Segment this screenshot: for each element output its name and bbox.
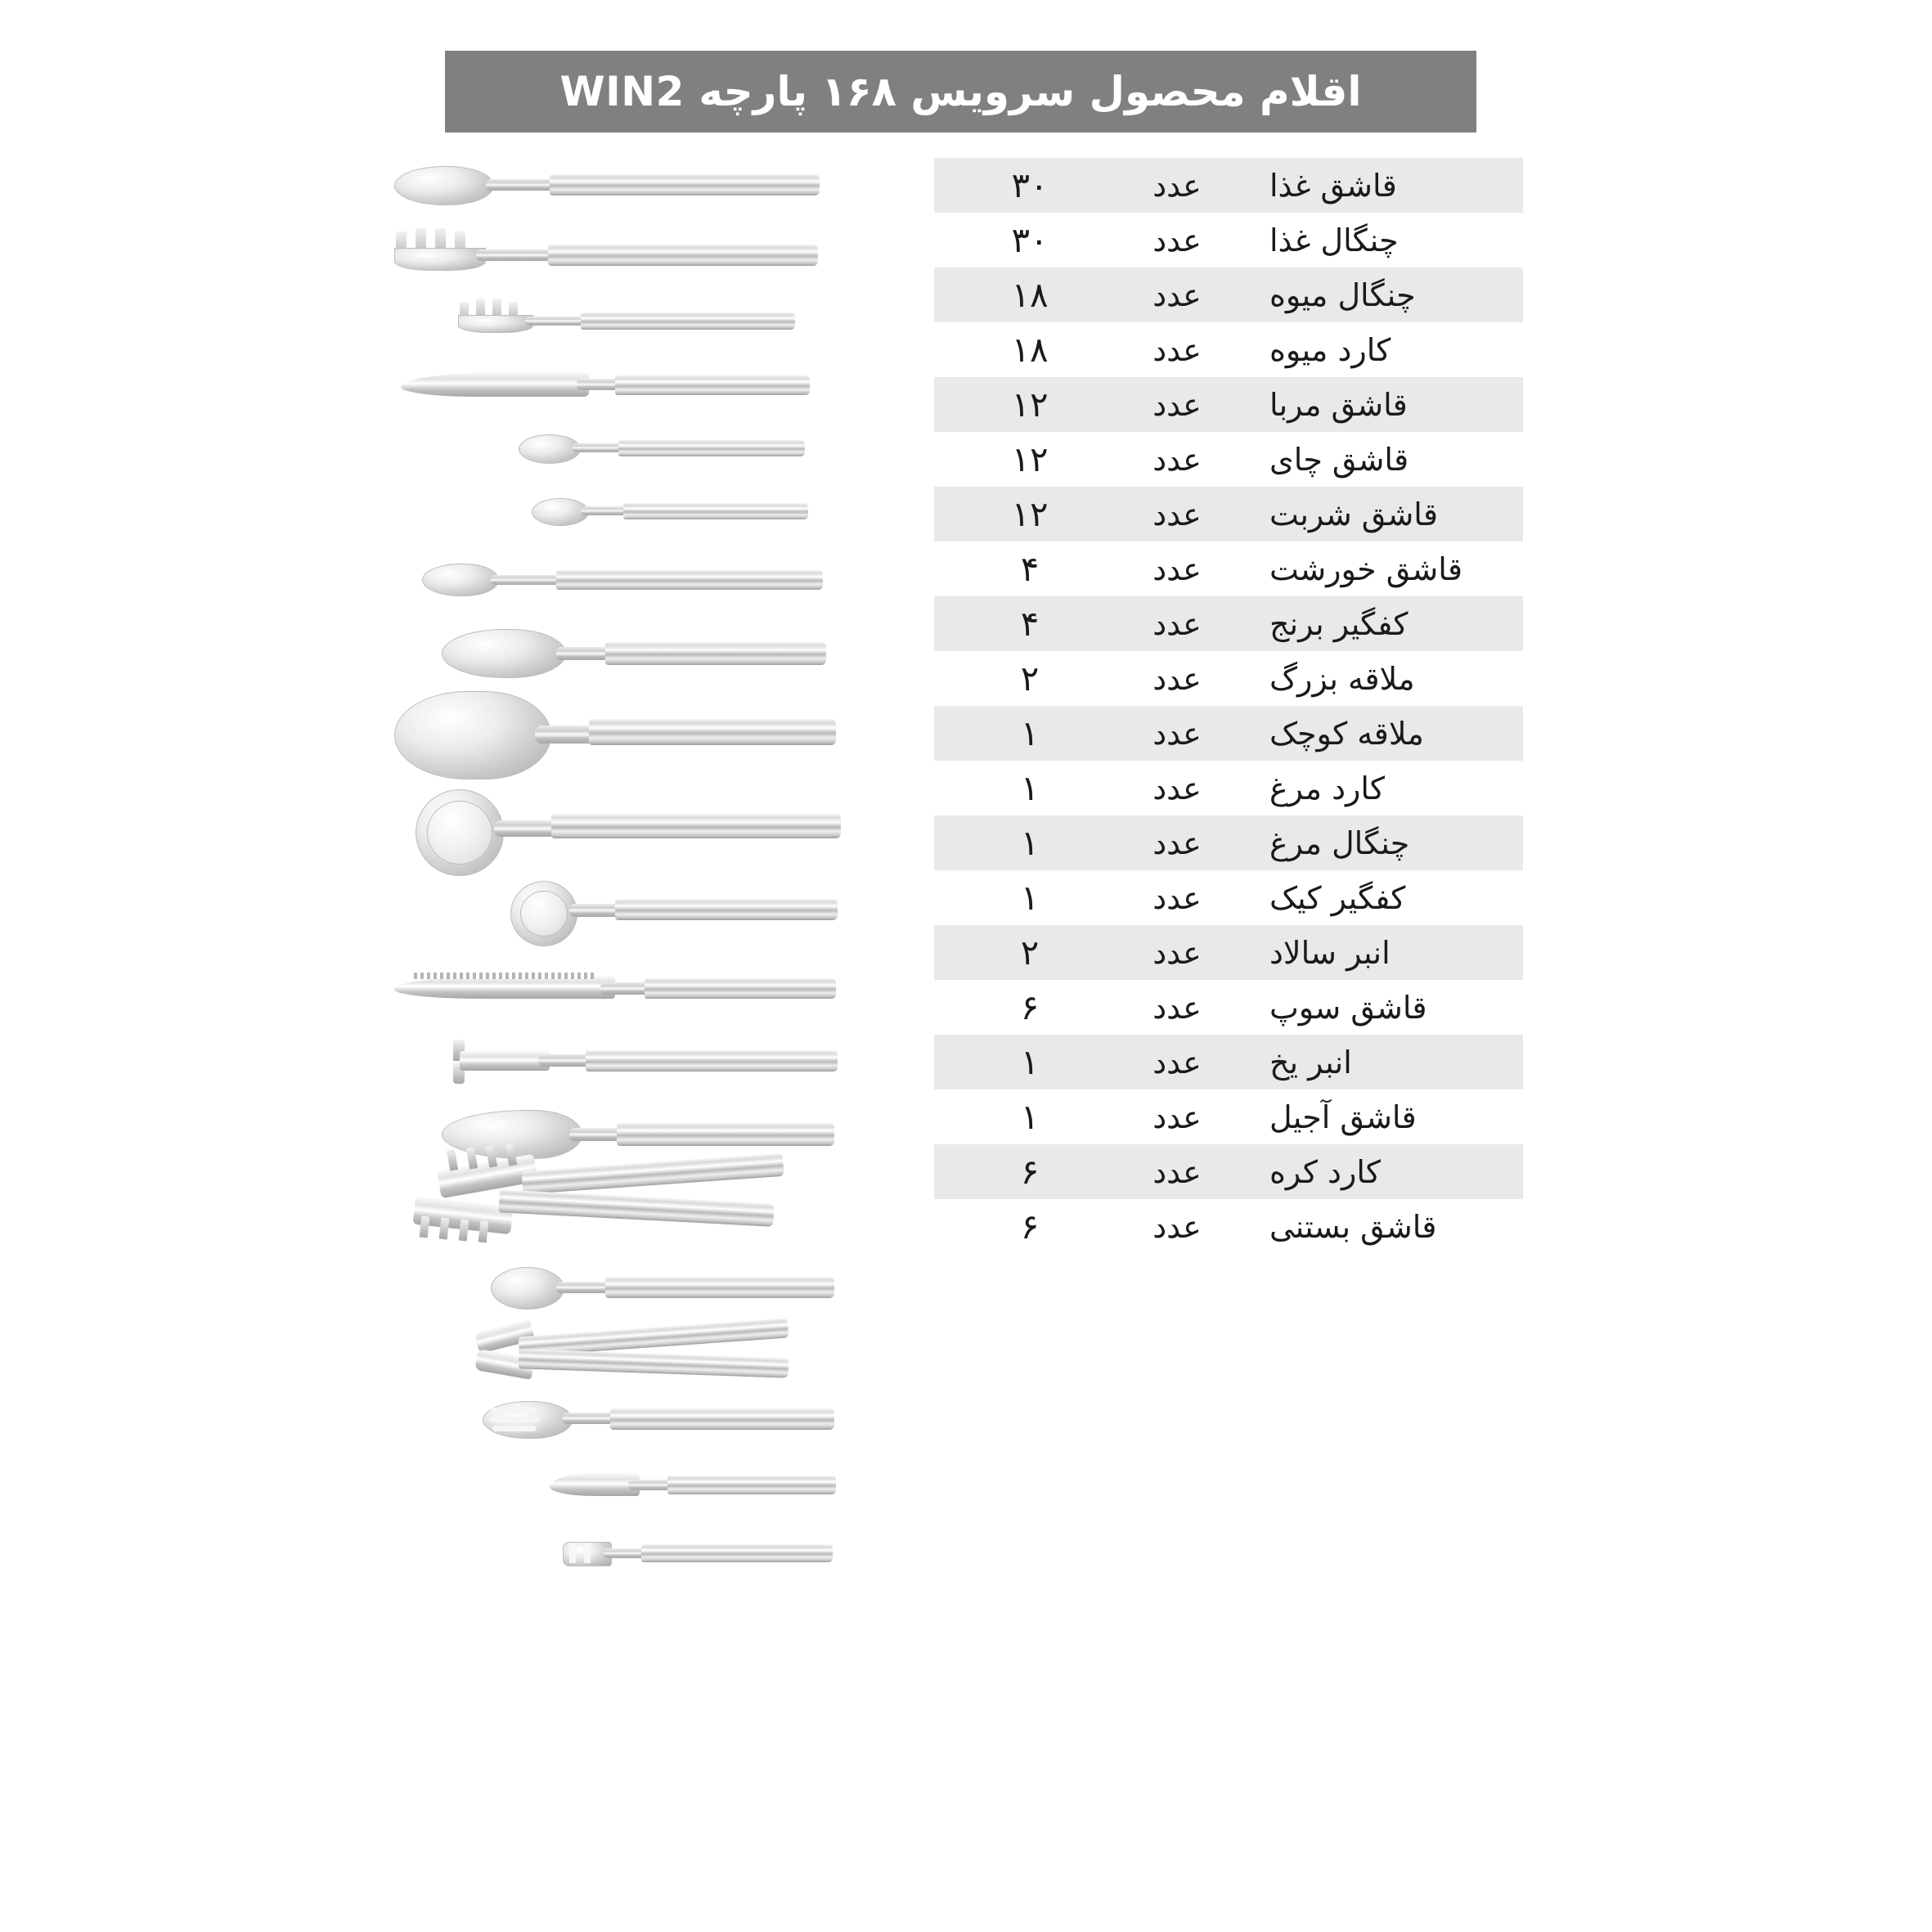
- item-unit: عدد: [1152, 824, 1202, 861]
- table-row: [934, 1199, 1523, 1254]
- item-unit: عدد: [1152, 770, 1202, 806]
- item-quantity: ۶: [1020, 987, 1040, 1027]
- item-name: کارد مرغ: [1269, 770, 1386, 806]
- soup-spoon-icon: [491, 1264, 834, 1313]
- item-name: ملاقه کوچک: [1269, 715, 1424, 752]
- item-quantity: ۱: [1020, 823, 1040, 863]
- item-quantity: ۳۰: [1011, 220, 1049, 260]
- table-row: [934, 432, 1523, 487]
- item-name: قاشق چای: [1269, 441, 1409, 478]
- item-name: انبر سالاد: [1269, 934, 1391, 971]
- table-row: [934, 596, 1523, 651]
- item-unit: عدد: [1152, 1208, 1202, 1245]
- item-name: قاشق سوپ: [1269, 989, 1427, 1026]
- large-ladle-icon: [416, 789, 841, 876]
- table-row: [934, 925, 1523, 980]
- small-ladle-icon: [510, 878, 838, 948]
- item-quantity: ۴: [1020, 549, 1040, 589]
- table-row: [934, 541, 1523, 596]
- item-unit: عدد: [1152, 550, 1202, 587]
- item-name: قاشق مربا: [1269, 386, 1408, 423]
- item-quantity: ۱: [1020, 1097, 1040, 1137]
- item-unit: عدد: [1152, 386, 1202, 423]
- page-title: اقلام محصول سرویس ۱۶۸ پارچه WIN2: [559, 68, 1362, 115]
- item-name: کفگیر برنج: [1269, 605, 1409, 642]
- sherbet-spoon-icon: [422, 555, 823, 601]
- fruit-knife-icon: [401, 362, 810, 408]
- item-quantity: ۱: [1020, 768, 1040, 808]
- table-row: [934, 158, 1523, 213]
- item-unit: عدد: [1152, 989, 1202, 1026]
- carving-fork-icon: [453, 1036, 838, 1085]
- table-row: [934, 706, 1523, 761]
- item-name: کارد کره: [1269, 1153, 1381, 1190]
- stew-spoon-icon: [442, 624, 826, 686]
- butter-knife-icon: [550, 1465, 836, 1507]
- item-unit: عدد: [1152, 1044, 1202, 1081]
- item-name: چنگال مرغ: [1269, 824, 1410, 861]
- cutlery-illustrations: [394, 158, 918, 1876]
- table-row: [934, 651, 1523, 706]
- item-quantity: ۱: [1020, 1042, 1040, 1082]
- item-unit: عدد: [1152, 1153, 1202, 1190]
- item-unit: عدد: [1152, 496, 1202, 532]
- item-unit: عدد: [1152, 441, 1202, 478]
- item-name: قاشق بستنی: [1269, 1208, 1437, 1245]
- item-unit: عدد: [1152, 276, 1202, 313]
- item-name: قاشق خورشت: [1269, 550, 1462, 587]
- table-row: [934, 1090, 1523, 1144]
- table-row: [934, 377, 1523, 432]
- item-quantity: ۶: [1020, 1152, 1040, 1192]
- item-unit: عدد: [1152, 715, 1202, 752]
- table-spoon-icon: [394, 158, 820, 210]
- item-quantity: ۳۰: [1011, 165, 1049, 205]
- rice-server-icon: [394, 691, 836, 781]
- item-quantity: ۱۸: [1011, 330, 1049, 370]
- ice-cream-spoon-icon: [563, 1532, 833, 1575]
- item-name: چنگال میوه: [1269, 276, 1416, 313]
- item-quantity: ۶: [1020, 1206, 1040, 1247]
- table-row: [934, 267, 1523, 322]
- item-name: چنگال غذا: [1269, 222, 1399, 258]
- item-quantity: ۲: [1020, 932, 1040, 973]
- item-name: ملاقه بزرگ: [1269, 660, 1415, 697]
- item-name: انبر یخ: [1269, 1044, 1352, 1081]
- carving-knife-icon: [394, 964, 836, 1010]
- table-row: [934, 213, 1523, 267]
- item-quantity: ۱: [1020, 878, 1040, 918]
- nut-spoon-icon: [483, 1395, 834, 1445]
- tea-spoon-icon: [532, 492, 810, 532]
- item-name: قاشق شربت: [1269, 496, 1439, 532]
- item-unit: عدد: [1152, 660, 1202, 697]
- item-name: قاشق آجیل: [1269, 1099, 1417, 1135]
- item-unit: عدد: [1152, 934, 1202, 971]
- item-unit: عدد: [1152, 879, 1202, 916]
- item-unit: عدد: [1152, 605, 1202, 642]
- item-unit: عدد: [1152, 1099, 1202, 1135]
- items-table: [934, 158, 1523, 1254]
- table-row: [934, 761, 1523, 815]
- item-unit: عدد: [1152, 222, 1202, 258]
- item-name: قاشق غذا: [1269, 167, 1397, 204]
- fruit-fork-icon: [458, 295, 802, 339]
- item-unit: عدد: [1152, 167, 1202, 204]
- item-name: کارد میوه: [1269, 331, 1391, 368]
- jam-spoon-icon: [519, 428, 805, 470]
- table-row: [934, 1035, 1523, 1090]
- table-row: [934, 980, 1523, 1035]
- ice-tongs-icon: [476, 1326, 836, 1388]
- table-fork-icon: [394, 225, 820, 277]
- item-quantity: ۱۲: [1011, 494, 1049, 534]
- table-row: [934, 815, 1523, 870]
- item-name: کفگیر کیک: [1269, 879, 1406, 916]
- item-quantity: ۱۲: [1011, 384, 1049, 425]
- item-quantity: ۱۸: [1011, 275, 1049, 315]
- item-quantity: ۱۲: [1011, 439, 1049, 479]
- salad-tongs-icon: [414, 1162, 839, 1249]
- table-row: [934, 487, 1523, 541]
- header-bar: [445, 51, 1476, 133]
- item-unit: عدد: [1152, 331, 1202, 368]
- table-row: [934, 322, 1523, 377]
- item-quantity: ۴: [1020, 604, 1040, 644]
- table-row: [934, 1144, 1523, 1199]
- table-row: [934, 870, 1523, 925]
- item-quantity: ۱: [1020, 713, 1040, 753]
- item-quantity: ۲: [1020, 658, 1040, 699]
